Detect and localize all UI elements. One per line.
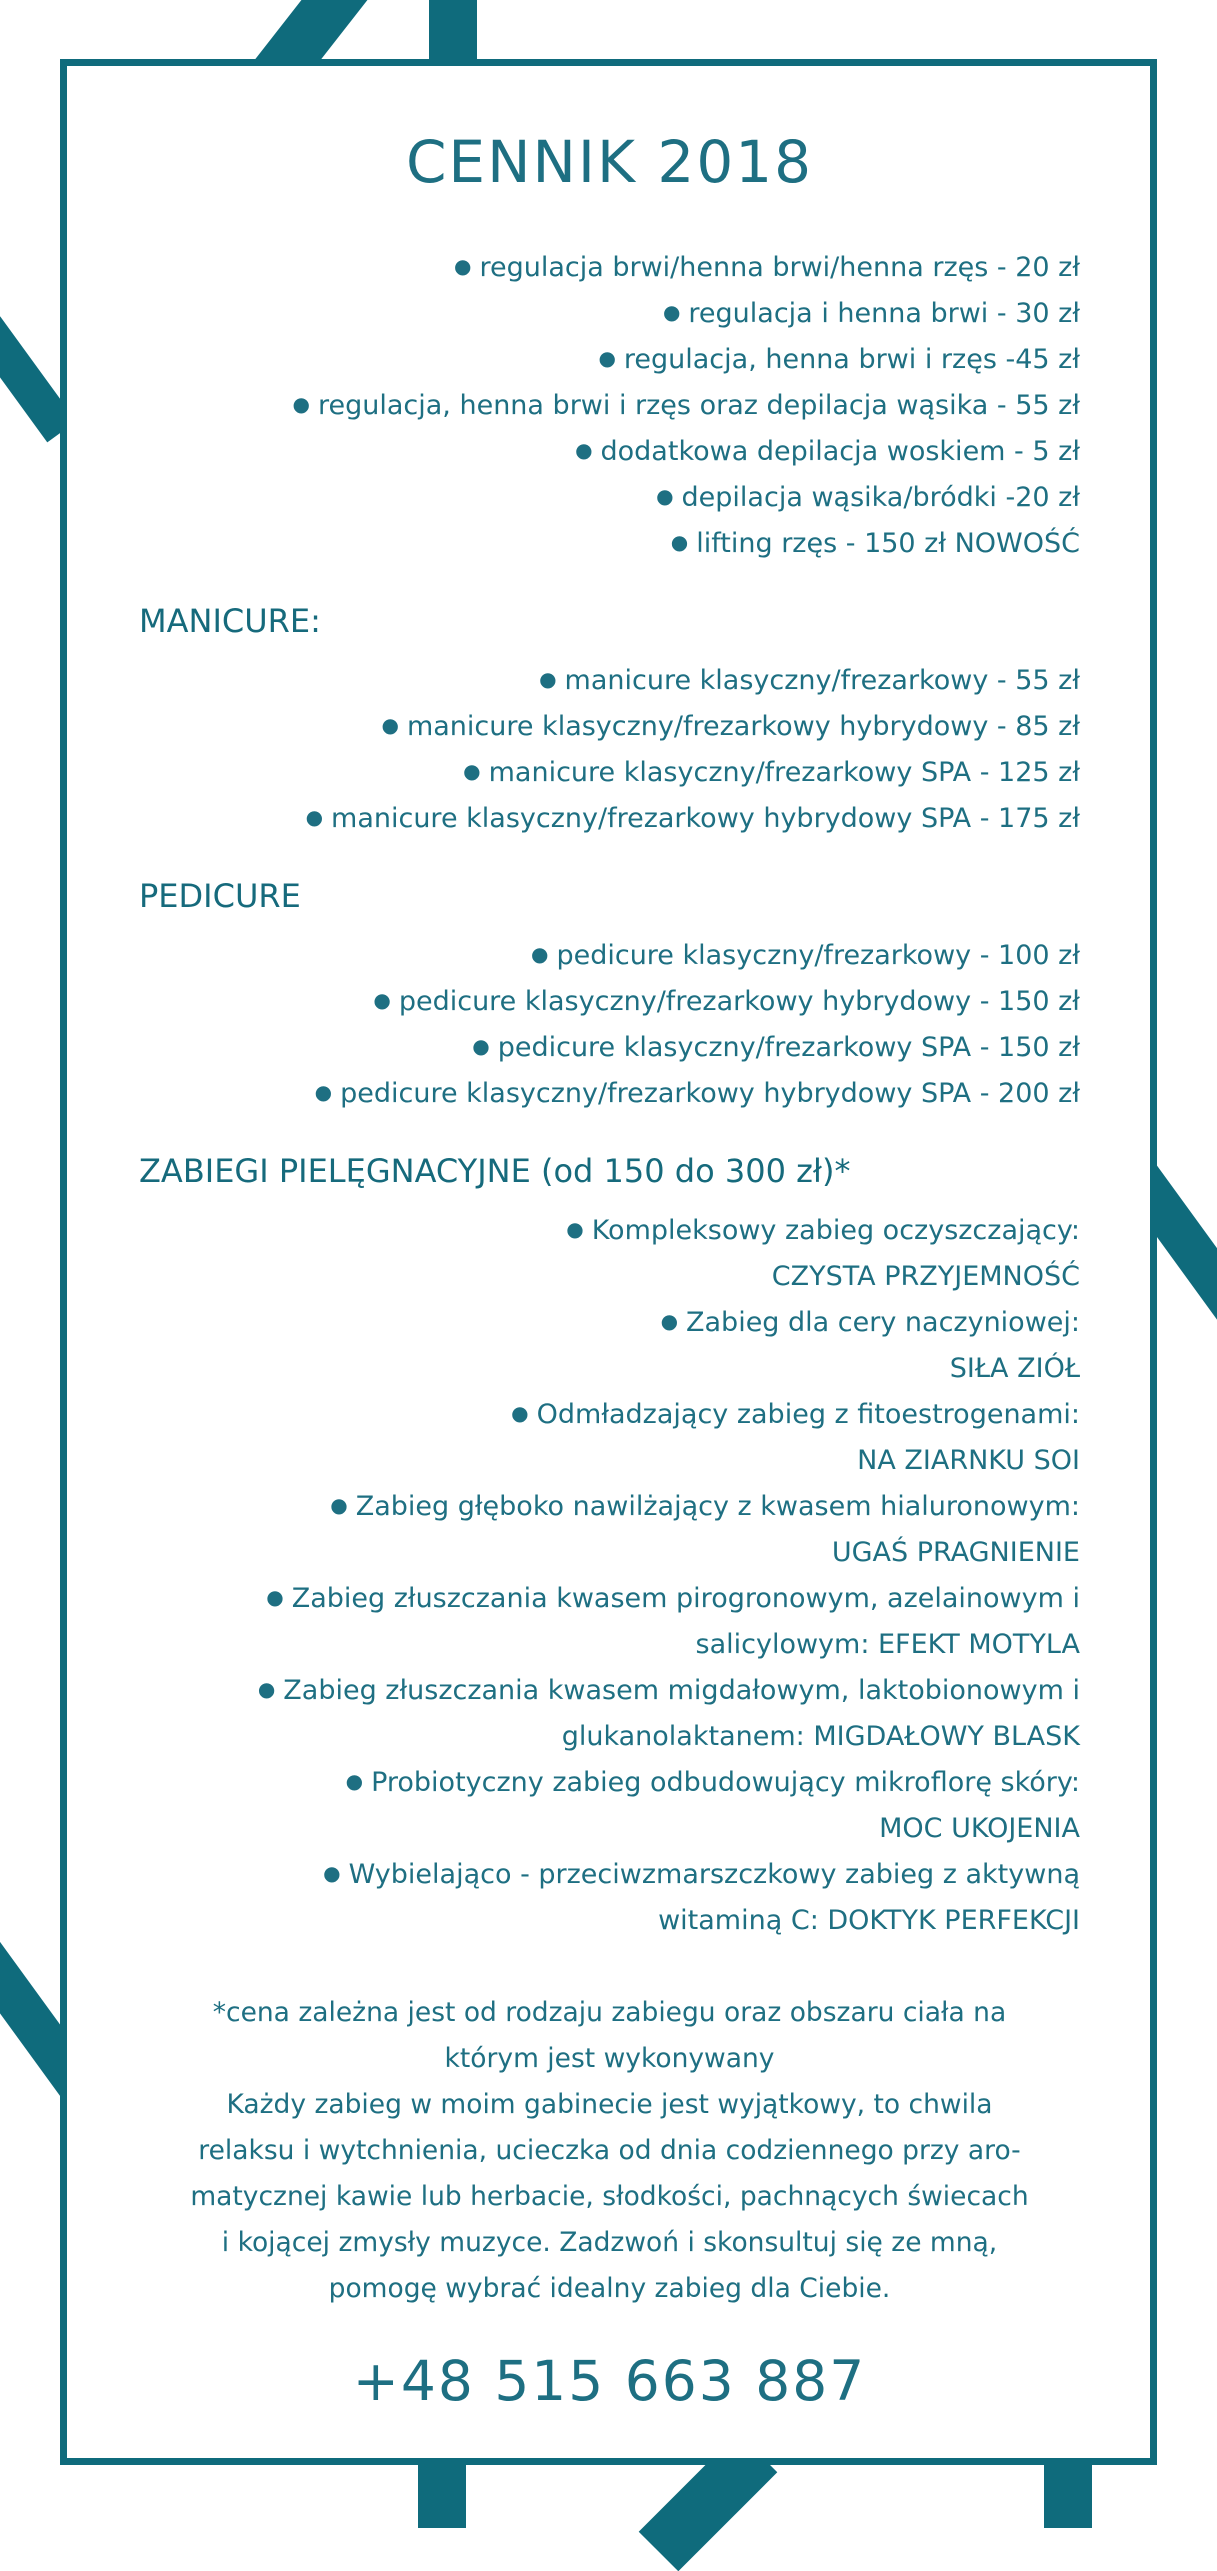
note-line: którym jest wykonywany [444, 2043, 775, 2074]
bullet-icon: ● [472, 1034, 490, 1058]
treatment-name: witaminą C: DOKTYK PERFEKCJI [658, 1905, 1080, 1936]
list-item: ● manicure klasyczny/frezarkowy hybrydowy SPA - 175 zł [305, 803, 1080, 834]
bullet-icon: ● [511, 1401, 529, 1425]
treatment-name: SIŁA ZIÓŁ [949, 1353, 1080, 1384]
note-line: relaksu i wytchnienia, ucieczka od dnia codziennego przy aro- [198, 2135, 1021, 2166]
list-item: ● pedicure klasyczny/frezarkowy hybrydowy - 150 zł [373, 986, 1080, 1017]
bullet-icon: ● [575, 438, 593, 462]
page-title: CENNIK 2018 [405, 128, 814, 196]
note-line: *cena zależna jest od rodzaju zabiegu oraz obszaru ciała na [212, 1997, 1007, 2028]
bullet-icon: ● [345, 1769, 364, 1793]
bullet-icon: ● [539, 667, 557, 691]
list-item: ● lifting rzęs - 150 zł NOWOŚĆ [670, 528, 1080, 559]
list-item: ● dodatkowa depilacja woskiem - 5 zł [575, 436, 1080, 467]
bullet-icon: ● [266, 1585, 284, 1609]
list-item: ● manicure klasyczny/frezarkowy - 55 zł [539, 665, 1080, 696]
bullet-icon: ● [463, 759, 481, 783]
price-list-card [60, 59, 1157, 2465]
list-item: ● pedicure klasyczny/frezarkowy hybrydowy SPA - 200 zł [314, 1078, 1080, 1109]
bullet-icon: ● [656, 484, 674, 508]
bullet-icon: ● [660, 1309, 679, 1333]
price-list-content [139, 66, 1080, 2458]
list-item: ● pedicure klasyczny/frezarkowy SPA - 150 zł [472, 1032, 1080, 1063]
list-item: ● Zabieg dla cery naczyniowej: [660, 1307, 1080, 1338]
bullet-icon: ● [323, 1861, 341, 1885]
treatments-heading: ZABIEGI PIELĘGNACYJNE (od 150 do 300 zł)* [139, 1152, 851, 1190]
bullet-icon: ● [598, 346, 616, 370]
price-note [139, 1990, 1080, 2312]
bullet-icon: ● [292, 392, 310, 416]
list-item: ● pedicure klasyczny/frezarkowy - 100 zł [531, 940, 1080, 971]
treatments-list [139, 1208, 1080, 1944]
list-item: ● regulacja, henna brwi i rzęs -45 zł [598, 344, 1080, 375]
list-item: ● Kompleksowy zabieg oczyszczający: [566, 1215, 1080, 1246]
bullet-icon: ● [670, 530, 689, 554]
bullet-icon: ● [566, 1217, 584, 1241]
list-item: ● regulacja, henna brwi i rzęs oraz depilacja wąsika - 55 zł [292, 390, 1080, 421]
list-item: ● Zabieg złuszczania kwasem pirogronowym, azelainowym i [266, 1583, 1080, 1614]
bullet-icon: ● [257, 1677, 276, 1701]
list-item: ● Wybielająco - przeciwzmarszczkowy zabieg z aktywną [323, 1859, 1080, 1890]
note-line: pomogę wybrać idealny zabieg dla Ciebie. [328, 2273, 891, 2304]
list-item: ● Probiotyczny zabieg odbudowujący mikroflorę skóry: [345, 1767, 1080, 1798]
bullet-icon: ● [381, 713, 399, 737]
treatment-name: NA ZIARNKU SOI [857, 1445, 1080, 1476]
bullet-icon: ● [454, 254, 472, 278]
list-item: ● manicure klasyczny/frezarkowy hybrydowy - 85 zł [381, 711, 1080, 742]
list-item: ● Zabieg złuszczania kwasem migdałowym, laktobionowym i [257, 1675, 1080, 1706]
pedicure-list [139, 933, 1080, 1117]
list-item: ● regulacja brwi/henna brwi/henna rzęs - 20 zł [454, 252, 1080, 283]
manicure-list [139, 658, 1080, 842]
bullet-icon: ● [314, 1080, 333, 1104]
treatment-name: salicylowym: EFEKT MOTYLA [695, 1629, 1080, 1660]
bullet-icon: ● [330, 1493, 348, 1517]
manicure-heading: MANICURE: [139, 602, 321, 640]
phone-number: +48 515 663 887 [352, 2349, 867, 2413]
list-item: ● regulacja i henna brwi - 30 zł [662, 298, 1080, 329]
brows-list [139, 245, 1080, 567]
bullet-icon: ● [662, 300, 681, 324]
bullet-icon: ● [373, 988, 391, 1012]
bullet-icon: ● [305, 805, 324, 829]
treatment-name: CZYSTA PRZYJEMNOŚĆ [771, 1261, 1080, 1292]
bullet-icon: ● [531, 942, 549, 966]
note-line: Każdy zabieg w moim gabinecie jest wyjątkowy, to chwila [226, 2089, 993, 2120]
treatment-name: MOC UKOJENIA [879, 1813, 1080, 1844]
treatment-name: glukanolaktanem: MIGDAŁOWY BLASK [561, 1721, 1080, 1752]
treatment-name: UGAŚ PRAGNIENIE [831, 1537, 1080, 1568]
list-item: ● manicure klasyczny/frezarkowy SPA - 125 zł [463, 757, 1080, 788]
list-item: ● Zabieg głęboko nawilżający z kwasem hialuronowym: [330, 1491, 1080, 1522]
pedicure-heading: PEDICURE [139, 877, 301, 915]
note-line: matycznej kawie lub herbacie, słodkości, pachnących świecach [190, 2181, 1029, 2212]
list-item: ● depilacja wąsika/bródki -20 zł [656, 482, 1080, 513]
list-item: ● Odmładzający zabieg z fitoestrogenami: [511, 1399, 1080, 1430]
note-line: i kojącej zmysły muzyce. Zadzwoń i skonsultuj się ze mną, [221, 2227, 998, 2258]
